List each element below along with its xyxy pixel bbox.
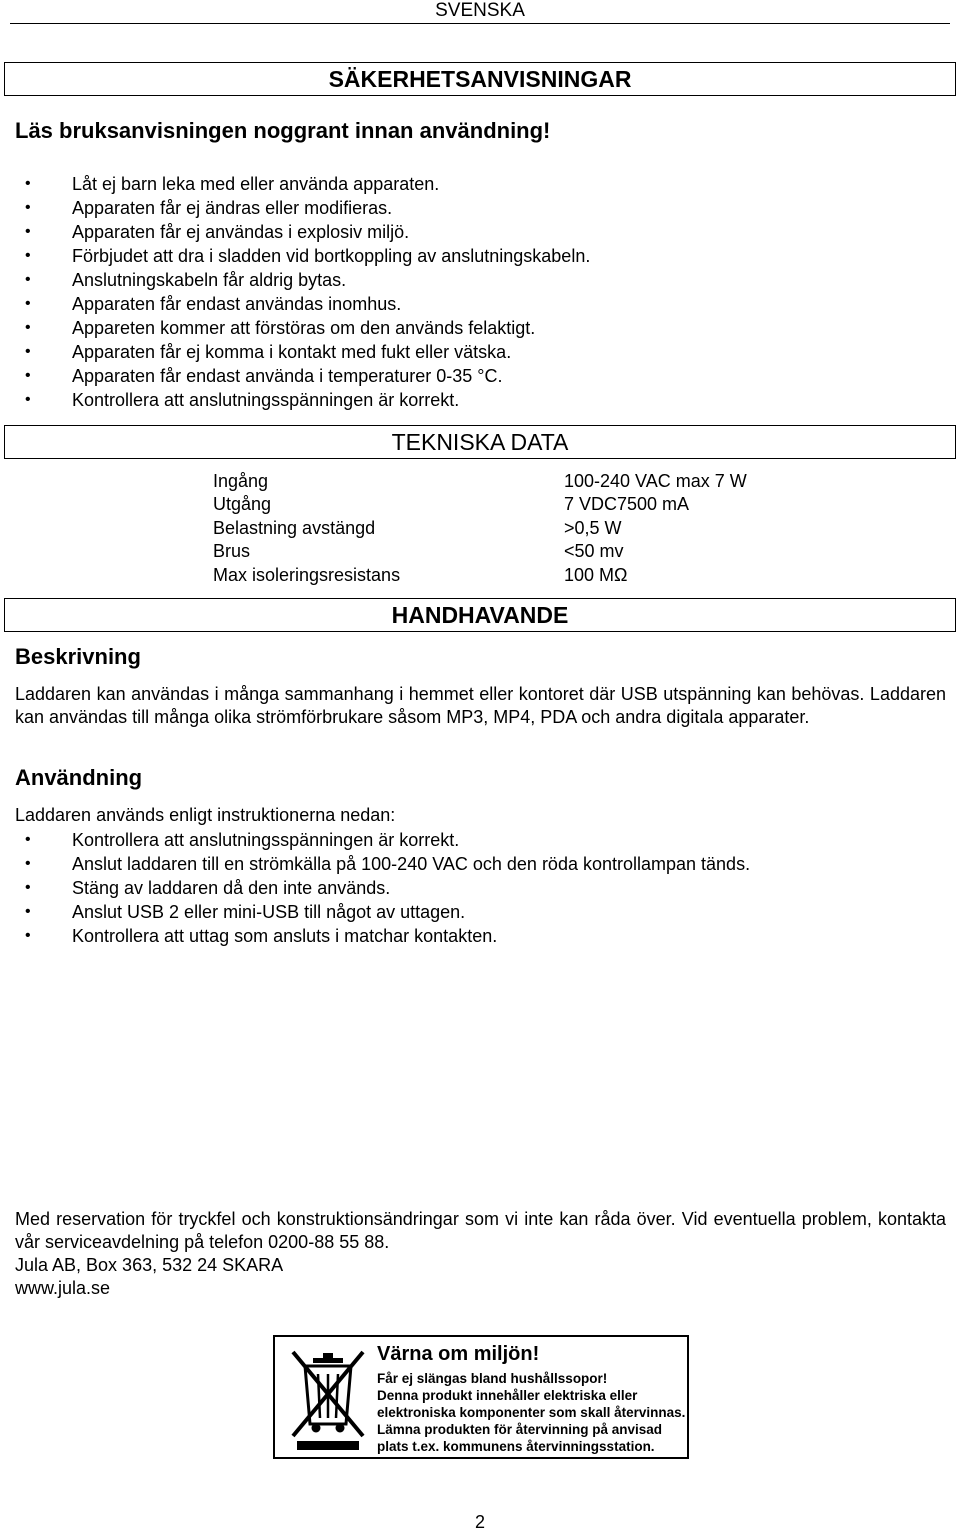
tech-value: 100 MΩ: [564, 564, 628, 585]
list-item: • Anslut laddaren till en strömkälla på 100-240 VAC och den röda kontrollampan tänds.: [25, 854, 751, 874]
footer-website: www.jula.se: [15, 1278, 111, 1298]
tech-label: Ingång: [213, 471, 269, 491]
tech-value: <50 mv: [564, 541, 624, 562]
bullet-icon: •: [25, 175, 31, 192]
tech-label: Max isoleringsresistans: [213, 564, 401, 585]
safety-list: [15, 172, 590, 412]
list-item: • Apparaten får endast använda i temperaturer 0-35 °C.: [25, 366, 503, 386]
bullet-icon: •: [25, 223, 31, 240]
crossed-out-bin-icon: [283, 1344, 373, 1452]
bullet-icon: •: [25, 199, 31, 216]
eco-notice: [273, 1335, 689, 1459]
eco-line: elektroniska komponenter som skall återvinnas.: [377, 1405, 686, 1420]
footer-address: Jula AB, Box 363, 532 24 SKARA: [15, 1255, 284, 1275]
bullet-icon: •: [25, 903, 31, 920]
list-item: • Apparaten får ej användas i explosiv miljö.: [25, 222, 410, 242]
table-row: [213, 564, 813, 587]
usage-list: [15, 828, 750, 948]
safety-heading: SÄKERHETSANVISNINGAR: [4, 62, 956, 96]
bullet-icon: •: [25, 855, 31, 872]
list-item: • Kontrollera att anslutningsspänningen är korrekt.: [25, 390, 460, 410]
bullet-icon: •: [25, 319, 31, 336]
table-row: [213, 540, 813, 563]
list-item: • Kontrollera att anslutningsspänningen är korrekt.: [25, 830, 460, 850]
bullet-icon: •: [25, 831, 31, 848]
tech-value: >0,5 W: [564, 517, 622, 538]
tech-value: 7 VDC7500 mA: [564, 494, 690, 515]
eco-title: Värna om miljön!: [377, 1343, 540, 1365]
page-number: 2: [474, 1512, 485, 1532]
list-item: • Anslutningskabeln får aldrig bytas.: [25, 270, 347, 290]
footer-disclaimer: Med reservation för tryckfel och konstruktionsändringar som vi inte kan råda över. Vid eventuella problem, kontakta vår serviceavdelning på telefon 0200-88 55 88.: [15, 1209, 946, 1253]
bullet-icon: •: [25, 879, 31, 896]
header-rule: [10, 23, 950, 24]
bullet-icon: •: [25, 927, 31, 944]
eco-line: plats t.ex. kommunens återvinningsstation.: [377, 1439, 655, 1454]
usage-intro: Laddaren används enligt instruktionerna nedan:: [15, 805, 396, 825]
handling-heading: HANDHAVANDE: [4, 598, 956, 632]
tech-heading: TEKNISKA DATA: [4, 425, 956, 459]
tech-value: 100-240 VAC max 7 W: [564, 471, 747, 491]
eco-line: Lämna produkten för återvinning på anvisad: [377, 1422, 663, 1437]
bullet-icon: •: [25, 295, 31, 312]
bullet-icon: •: [25, 391, 31, 408]
bullet-icon: •: [25, 247, 31, 264]
description-title: Beskrivning: [15, 644, 141, 669]
bullet-icon: •: [25, 271, 31, 288]
bullet-icon: •: [25, 367, 31, 384]
table-row: [213, 493, 813, 516]
safety-intro: Läs bruksanvisningen noggrant innan användning!: [15, 118, 551, 143]
list-item: • Appareten kommer att förstöras om den används felaktigt.: [25, 318, 536, 338]
list-item: • Apparaten får ej ändras eller modifieras.: [25, 198, 393, 218]
list-item: • Stäng av laddaren då den inte används.: [25, 878, 391, 898]
language-label: SVENSKA: [435, 0, 525, 21]
list-item: • Apparaten får endast användas inomhus.: [25, 294, 402, 314]
eco-line: Denna produkt innehåller elektriska eller: [377, 1388, 638, 1403]
list-item: • Låt ej barn leka med eller använda apparaten.: [25, 174, 440, 194]
bullet-icon: •: [25, 343, 31, 360]
description-text: Laddaren kan användas i många sammanhang i hemmet eller kontoret där USB utspänning kan behövas. Laddaren kan användas till många olika strömförbrukare såsom MP3, MP4, PDA och andra digitala apparater.: [15, 684, 946, 728]
eco-line: Får ej slängas bland hushållssopor!: [377, 1371, 608, 1386]
tech-table: [213, 470, 813, 587]
list-item: • Apparaten får ej komma i kontakt med fukt eller vätska.: [25, 342, 512, 362]
table-row: [213, 470, 813, 493]
list-item: • Kontrollera att uttag som ansluts i matchar kontakten.: [25, 926, 498, 946]
list-item: • Förbjudet att dra i sladden vid bortkoppling av anslutningskabeln.: [25, 246, 591, 266]
tech-label: Belastning avstängd: [213, 517, 376, 538]
tech-label: Brus: [213, 541, 251, 562]
tech-label: Utgång: [213, 494, 272, 515]
table-row: [213, 517, 813, 540]
usage-title: Användning: [15, 765, 143, 790]
list-item: • Anslut USB 2 eller mini-USB till något av uttagen.: [25, 902, 466, 922]
